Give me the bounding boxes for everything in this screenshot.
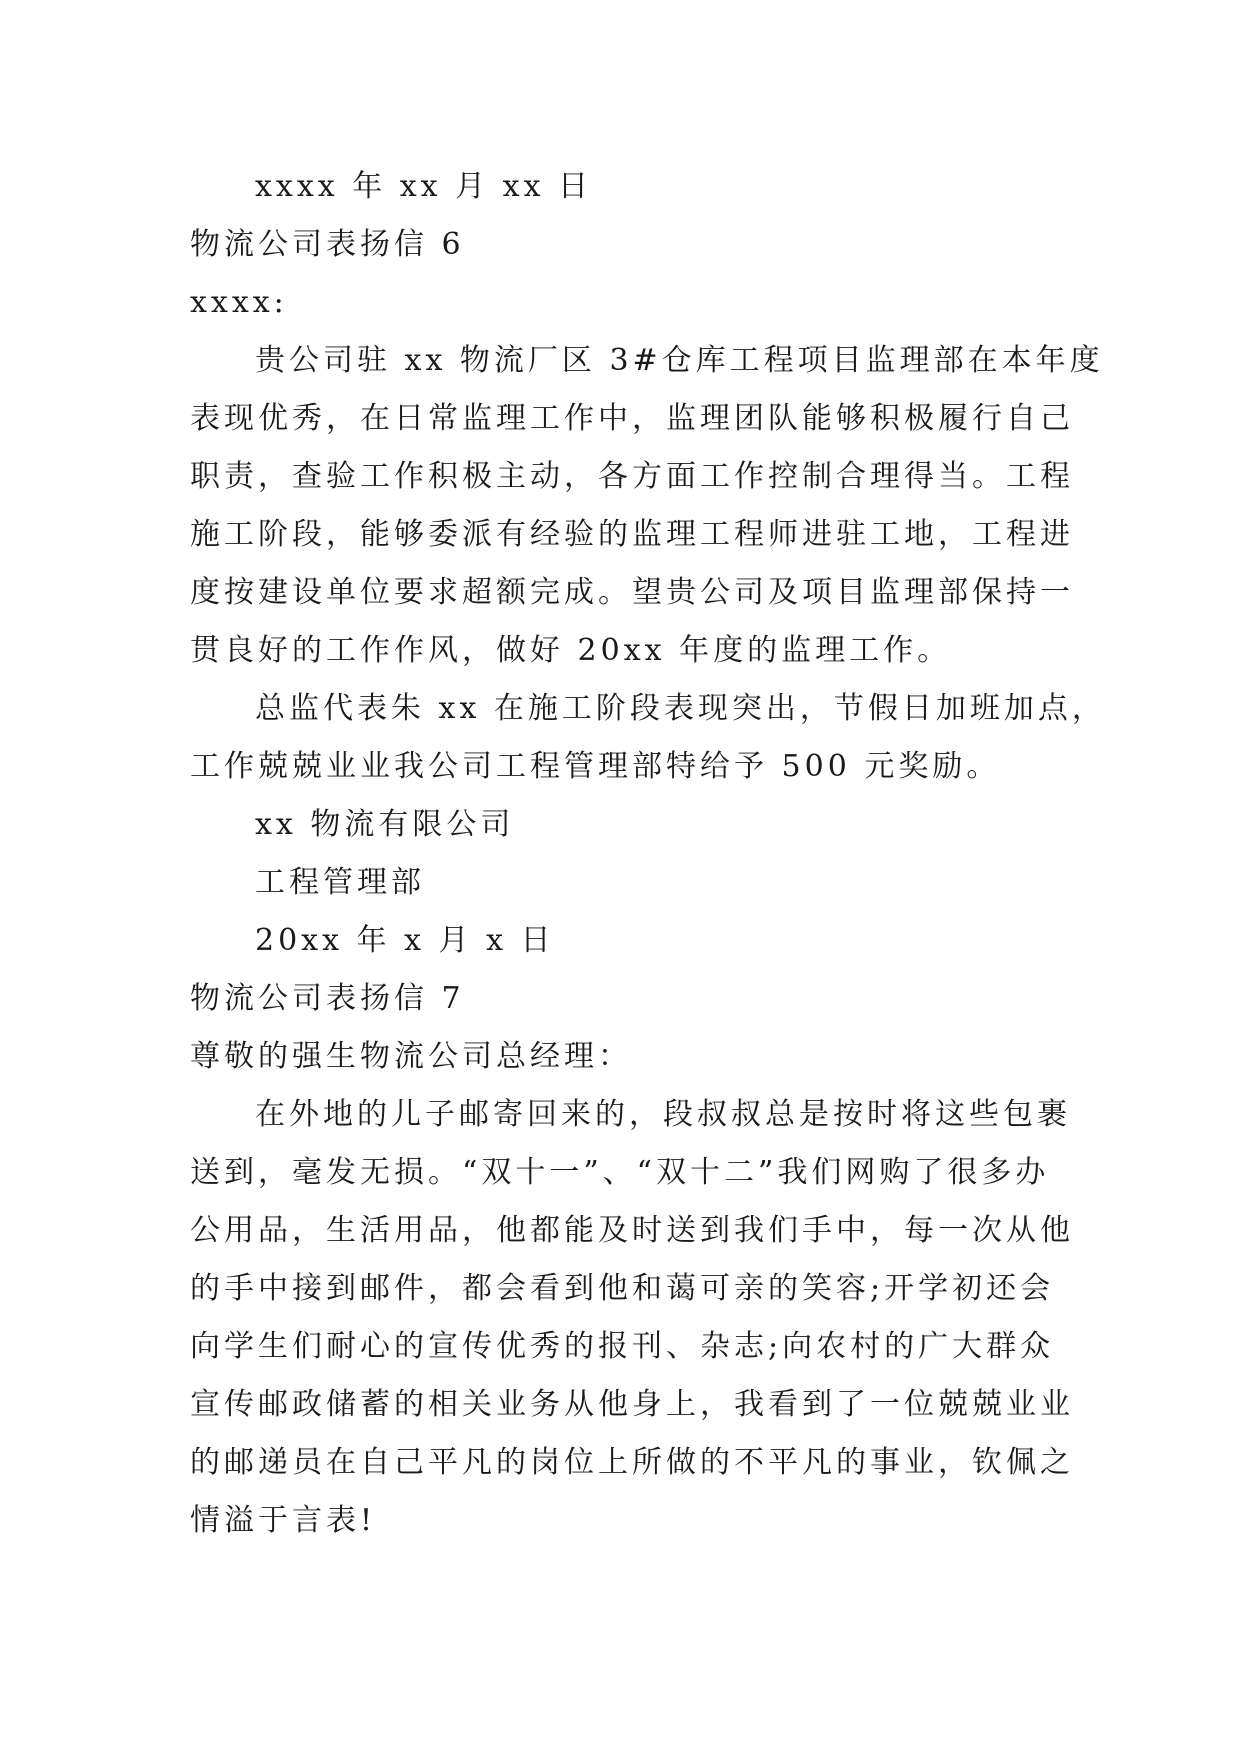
signature-department: 工程管理部 <box>255 865 425 900</box>
body-line: 度按建设单位要求超额完成。望贵公司及项目监理部保持一 <box>190 575 1074 610</box>
body-line: 贵公司驻 xx 物流厂区 3#仓库工程项目监理部在本年度 <box>255 343 1104 378</box>
body-line: 职责，查验工作积极主动，各方面工作控制合理得当。工程 <box>190 459 1074 494</box>
body-line: 向学生们耐心的宣传优秀的报刊、杂志;向农村的广大群众 <box>190 1329 1055 1364</box>
signature-date-line: xxxx 年 xx 月 xx 日 <box>255 169 593 204</box>
salutation-line: xxxx: <box>190 285 288 320</box>
body-line: 的邮递员在自己平凡的岗位上所做的不平凡的事业，钦佩之 <box>190 1445 1074 1480</box>
section-heading-7: 物流公司表扬信 7 <box>190 981 465 1016</box>
signature-date: 20xx 年 x 月 x 日 <box>255 923 555 958</box>
section-heading-6: 物流公司表扬信 6 <box>190 227 465 262</box>
body-line: 的手中接到邮件，都会看到他和蔼可亲的笑容;开学初还会 <box>190 1271 1055 1306</box>
body-line: 送到，毫发无损。“双十一”、“双十二”我们网购了很多办 <box>190 1155 1050 1190</box>
body-line: 总监代表朱 xx 在施工阶段表现突出，节假日加班加点， <box>255 691 1106 726</box>
signature-company: xx 物流有限公司 <box>255 807 515 842</box>
body-line: 在外地的儿子邮寄回来的，段叔叔总是按时将这些包裹 <box>255 1097 1071 1132</box>
body-line: 施工阶段，能够委派有经验的监理工程师进驻工地，工程进 <box>190 517 1074 552</box>
body-line: 宣传邮政储蓄的相关业务从他身上，我看到了一位兢兢业业 <box>190 1387 1074 1422</box>
body-line: 工作兢兢业业我公司工程管理部特给予 500 元奖励。 <box>190 749 1001 784</box>
body-line: 情溢于言表! <box>190 1503 377 1538</box>
body-line: 公用品，生活用品，他都能及时送到我们手中，每一次从他 <box>190 1213 1074 1248</box>
body-line: 贯良好的工作作风，做好 20xx 年度的监理工作。 <box>190 633 952 668</box>
body-line: 表现优秀，在日常监理工作中，监理团队能够积极履行自己 <box>190 401 1074 436</box>
salutation-line: 尊敬的强生物流公司总经理： <box>190 1039 632 1074</box>
